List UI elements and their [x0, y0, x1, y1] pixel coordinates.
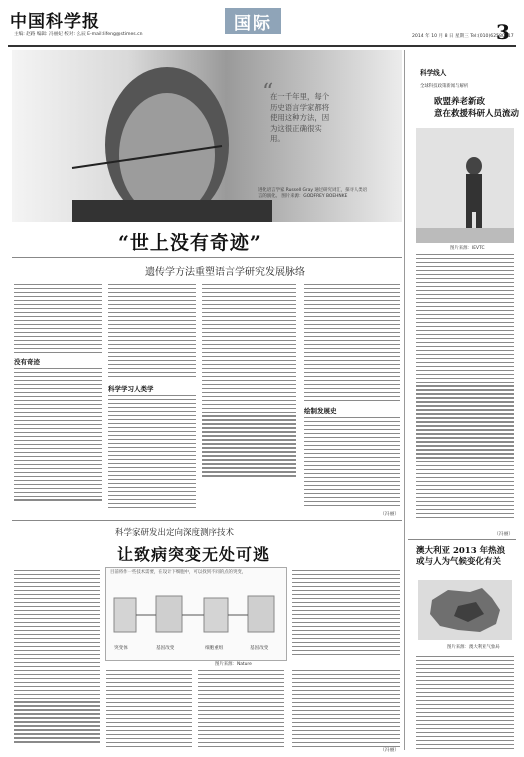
masthead-info: 主编: 赵路 编辑: 冯丽妃 校对: 么辰 E-mail:lifeng@stimes.cn [14, 32, 143, 37]
brief2-headline-line2: 或与人为气候变化有关 [416, 557, 502, 567]
lead-body-col4b [304, 417, 400, 509]
lead-body-col3 [202, 284, 296, 479]
australia-map [418, 580, 512, 640]
right-column-rule [404, 50, 405, 750]
story2-end-mark: （冯丽） [380, 748, 400, 753]
newspaper-logo: 中国科学报 [10, 12, 100, 32]
brief2-headline-line1: 澳大利亚 2013 年热浪 [416, 546, 506, 556]
lead-headline: “世上没有奇迹” [118, 232, 262, 254]
diagram-label-1: 突变体 [114, 646, 128, 651]
lead-body-col4 [304, 284, 400, 404]
brief1-headline [434, 96, 519, 120]
diagram-label-4: 基因改变 [250, 646, 269, 651]
section-heading-1: 没有奇迹 [14, 358, 40, 366]
masthead-date: 2014 年 10 月 8 日 星期三 Tel:(010)62580617 [412, 34, 514, 39]
lead-body-col1b [14, 368, 102, 503]
map-caption: 图片来源：澳大利亚气象局 [447, 645, 500, 650]
australia-map-illustration [418, 580, 512, 640]
brief1-body [416, 254, 514, 521]
story2-body-col2 [106, 670, 192, 750]
story2-headline: 让致病突变无处可逃 [117, 545, 271, 564]
headline-rule [12, 257, 402, 258]
diagram-label-2: 基因改变 [156, 646, 175, 651]
story2-kicker: 科学家研发出定向深度测序技术 [115, 528, 235, 538]
brief2-headline [416, 546, 505, 568]
brief1-photo-caption: 图片来源：IEVTC [450, 246, 485, 251]
right-column-separator [408, 539, 516, 540]
story2-body-col4 [292, 570, 400, 658]
story2-body-col1 [14, 570, 100, 745]
lead-body-col2 [108, 284, 196, 380]
story2-rule [12, 520, 402, 521]
lead-end-mark: （冯丽） [380, 512, 400, 517]
page-number: 3 [496, 20, 510, 44]
brief1-headline-line1: 欧盟养老新政 [434, 97, 486, 107]
column-tagline: 全球科技政策新闻与解析 [420, 84, 469, 89]
lead-body-col2b [108, 395, 196, 511]
story2-body-col4b [292, 670, 400, 750]
lead-body-col1 [14, 284, 102, 356]
section-heading-2: 科学学习人类学 [108, 385, 154, 393]
diagram-title: 目前将作一些技术需要，在设计下细胞中，可以找到不同的点的突变， [110, 570, 247, 575]
diagram-label-3: 细胞重组 [205, 646, 224, 651]
section-heading-3: 绘制发展史 [304, 407, 337, 415]
brief1-end-mark: （冯丽） [494, 532, 514, 537]
lead-subhead: 遗传学方法重塑语言学研究发展脉络 [145, 267, 305, 278]
masthead-rule [8, 45, 516, 47]
pull-quote: 在一千年里，每个历史语言学家都将使用这种方法，因为这很正确很实用。 [270, 92, 330, 143]
quote-mark-icon: “ [262, 80, 274, 105]
section-title: 国际 [225, 8, 281, 34]
brief1-photo [416, 128, 514, 243]
walking-figure-illustration [416, 128, 514, 243]
story2-body-col3 [198, 670, 284, 750]
column-kicker: 科学线人 [420, 69, 447, 77]
photo-caption: 进化语言学家 Russell Gray 通过研究词汇，探寻人类语言的演化。 图片来源：GODFREY BOEHNKE [258, 188, 368, 199]
brief2-body [416, 656, 514, 752]
brief1-headline-line2: 意在救援科研人员流动 [434, 109, 520, 119]
diagram-credit: 图片来源：Nature [215, 662, 252, 667]
